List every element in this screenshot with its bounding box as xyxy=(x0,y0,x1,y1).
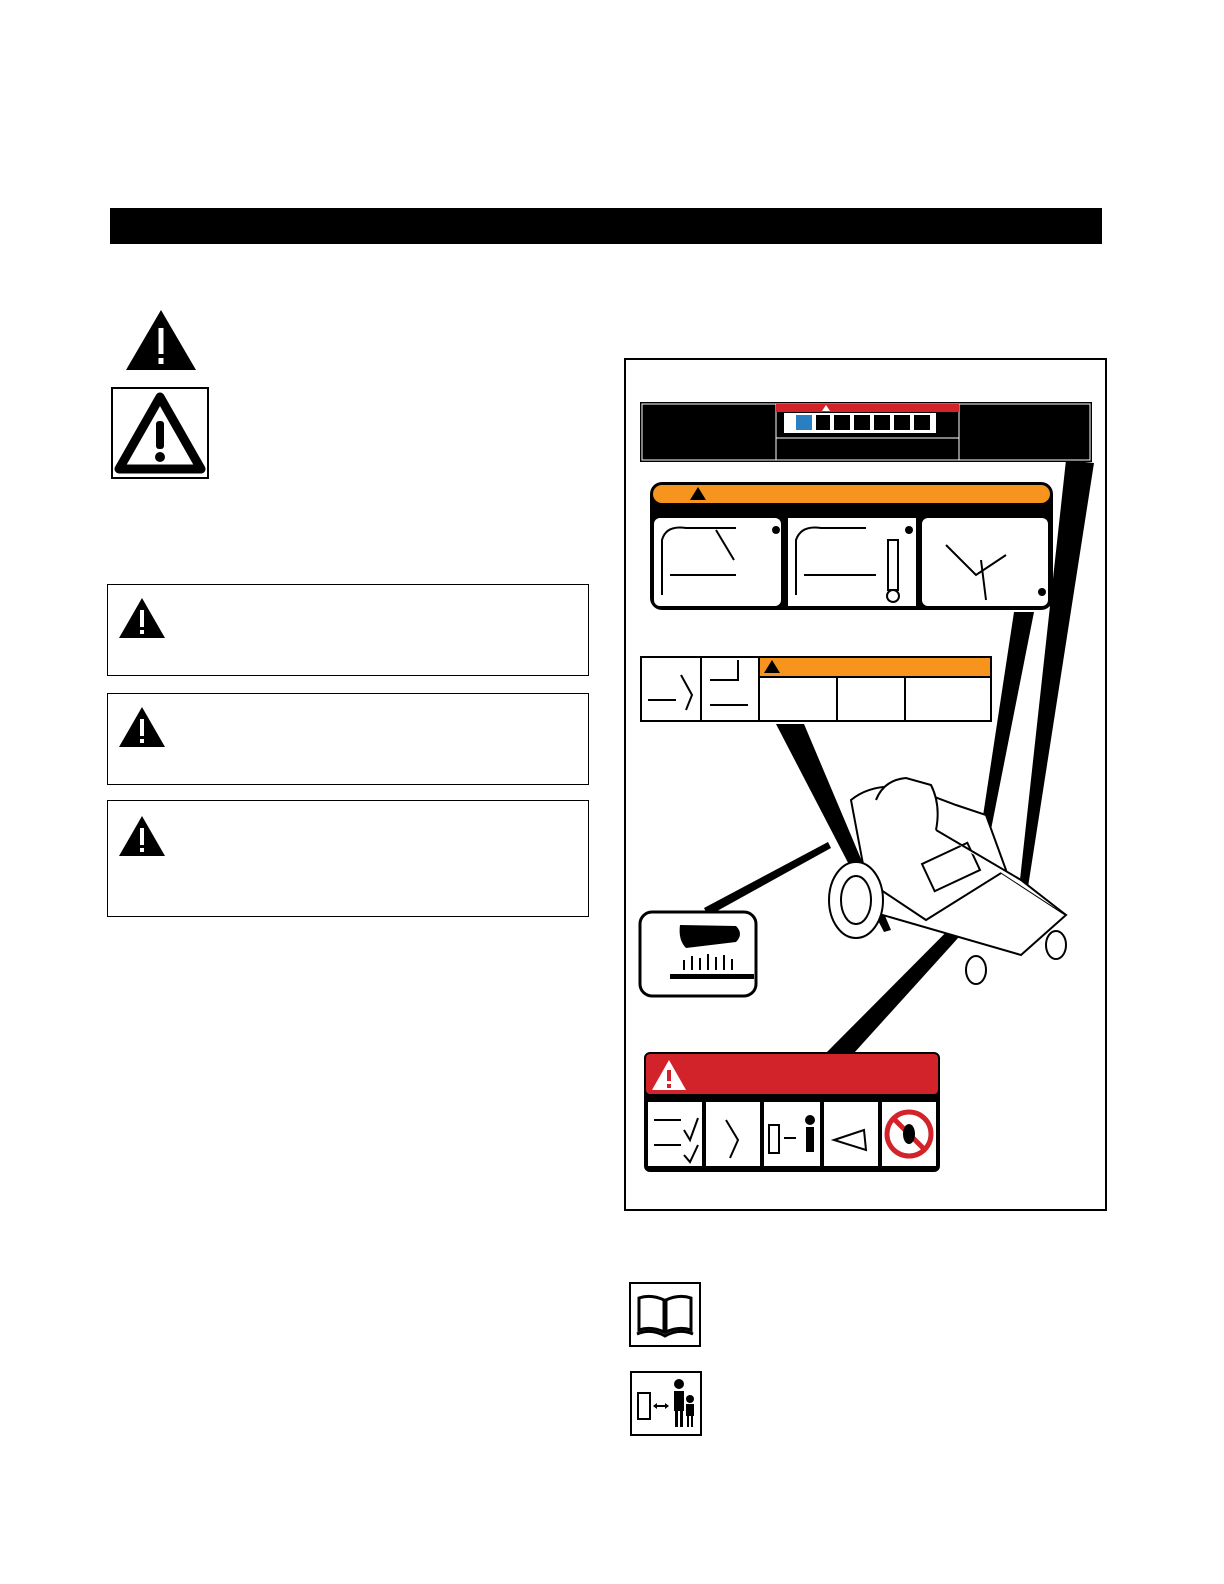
section-header-bar xyxy=(110,208,1102,244)
safety-alert-triangle-icon xyxy=(124,308,198,372)
hot-surface-decal xyxy=(640,912,756,996)
warning-triangle-icon xyxy=(118,706,166,748)
keep-bystanders-away-icon xyxy=(630,1371,702,1436)
top-console-decal xyxy=(640,402,1092,462)
message-box-2 xyxy=(107,693,589,785)
safety-alert-framed-icon xyxy=(111,387,209,479)
message-box-1 xyxy=(107,584,589,676)
orange-warning-parking-brake-decal xyxy=(650,482,1053,610)
warning-triangle-icon xyxy=(118,597,166,639)
red-danger-decal xyxy=(644,1052,940,1172)
orange-warning-discharge-decal xyxy=(640,656,992,722)
message-box-3 xyxy=(107,800,589,917)
warning-triangle-icon xyxy=(118,815,166,857)
decal-location-figure xyxy=(624,358,1107,1211)
read-manual-icon xyxy=(629,1282,701,1347)
